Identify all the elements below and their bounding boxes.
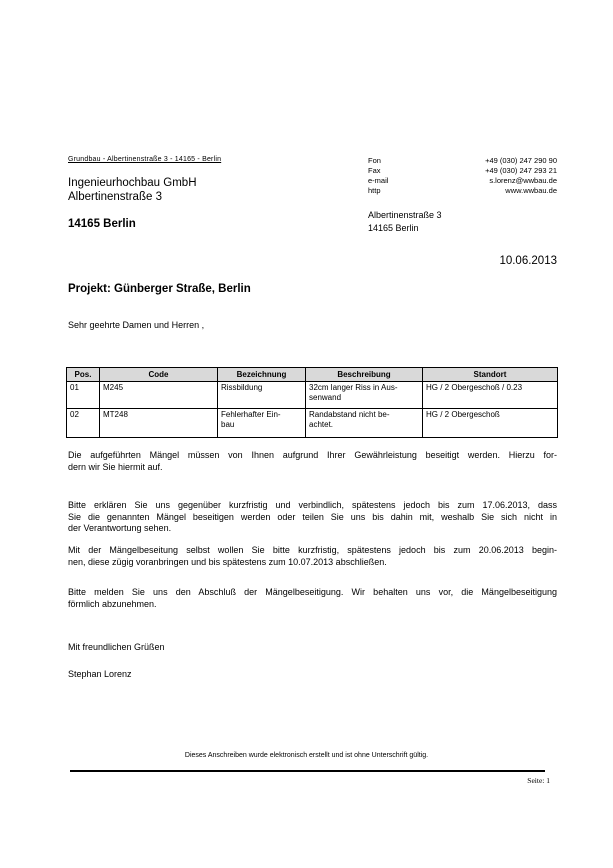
header-standort: Standort [423, 368, 558, 382]
header-bezeichnung: Bezeichnung [218, 368, 306, 382]
cell-standort: HG / 2 Obergeschoß / 0.23 [423, 382, 558, 409]
fax-label: Fax [368, 166, 381, 175]
contact-row-fax [368, 166, 557, 176]
http-value: www.wwbau.de [505, 186, 557, 195]
paragraph-2: Bitte erklären Sie uns gegenüber kurzfristig und verbindlich, spätestens jedoch bis zum 17.06.2013, dass Sie die genannten Mängel beseitigen werden oder teilen Sie uns bis dahin mit, weshalb Sie sich nicht in der Verantwortung sehen. [68, 500, 557, 533]
defects-table-wrap [66, 367, 557, 438]
footer-notice: Dieses Anschreiben wurde elektronisch erstellt und ist ohne Unterschrift gültig. [184, 752, 429, 759]
cell-code: MT248 [100, 409, 218, 438]
email-label: e-mail [368, 176, 389, 185]
sender-return-address: Grundbau - Albertinenstraße 3 - 14165 - Berlin [68, 156, 222, 163]
defects-table [66, 367, 558, 438]
http-label: http [368, 186, 381, 195]
table-row [67, 382, 558, 409]
fon-label: Fon [368, 156, 381, 165]
cell-beschreibung: 32cm langer Riss in Aus- senwand [306, 382, 423, 409]
header-pos: Pos. [67, 368, 100, 382]
closing-regards: Mit freundlichen Grüßen [68, 642, 165, 652]
contact-row-http [368, 186, 557, 196]
contact-city: 14165 Berlin [368, 223, 419, 233]
subject-line: Projekt: Günberger Straße, Berlin [68, 283, 251, 295]
table-row [67, 409, 558, 438]
paragraph-3: Mit der Mängelbeseitung selbst wollen Sie bitte kurzfristig, spätestens jedoch bis zum 20.06.2013 begin- nen, diese zügig voranbringen und bis spätestens zum 10.07.2013 abschließen. [68, 545, 557, 567]
cell-standort: HG / 2 Obergeschoß [423, 409, 558, 438]
letter-date: 10.06.2013 [499, 255, 557, 267]
header-code: Code [100, 368, 218, 382]
cell-code: M245 [100, 382, 218, 409]
contact-block [368, 156, 557, 196]
salutation: Sehr geehrte Damen und Herren , [68, 320, 205, 330]
page-number-label: Seite: 1 [527, 776, 550, 785]
recipient-street: Albertinenstraße 3 [68, 191, 162, 203]
header-beschreibung: Beschreibung [306, 368, 423, 382]
recipient-city: 14165 Berlin [68, 218, 136, 230]
cell-pos: 01 [67, 382, 100, 409]
email-value: s.lorenz@wwbau.de [489, 176, 557, 185]
contact-row-fon [368, 156, 557, 166]
cell-bezeichnung: Rissbildung [218, 382, 306, 409]
fon-value: +49 (030) 247 290 90 [485, 156, 557, 165]
cell-pos: 02 [67, 409, 100, 438]
closing-signer: Stephan Lorenz [68, 669, 132, 679]
cell-beschreibung: Randabstand nicht be- achtet. [306, 409, 423, 438]
table-header-row [67, 368, 558, 382]
fax-value: +49 (030) 247 293 21 [485, 166, 557, 175]
recipient-name: Ingenieurhochbau GmbH [68, 177, 197, 189]
paragraph-1: Die aufgeführten Mängel müssen von Ihnen aufgrund Ihrer Gewährleistung beseitigt werden. Hierzu for- dern wir Sie hiermit auf. [68, 450, 557, 472]
contact-row-email [368, 176, 557, 186]
cell-bezeichnung: Fehlerhafter Ein- bau [218, 409, 306, 438]
footer-divider [70, 770, 545, 772]
paragraph-4: Bitte melden Sie uns den Abschluß der Mängelbeseitigung. Wir behalten uns vor, die Mängelbeseitigung förmlich abzunehmen. [68, 587, 557, 609]
contact-street: Albertinenstraße 3 [368, 210, 442, 220]
